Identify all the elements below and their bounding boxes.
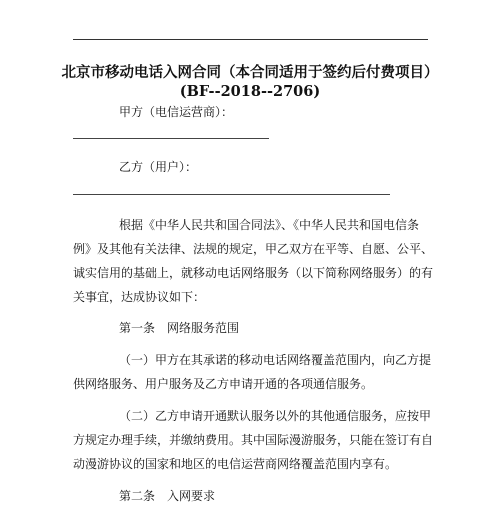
preamble-line-3: 诚实信用的基础上，就移动电话网络服务（以下简称网络服务）的有 bbox=[73, 266, 434, 280]
party-b-label: 乙方（用户）： bbox=[119, 160, 198, 174]
article-1-clause-2-line-3: 动漫游协议的国家和地区的电信运营商网络覆盖范围内享有。 bbox=[73, 457, 398, 471]
document-title: 北京市移动电话入网合同（本合同适用于签约后付费项目） bbox=[61, 64, 439, 81]
header-rule bbox=[73, 39, 428, 40]
article-1-clause-2-line-1: （二）乙方申请开通默认服务以外的其他通信服务，应按甲 bbox=[119, 409, 432, 423]
article-2-heading: 第二条 入网要求 bbox=[119, 489, 216, 503]
document-code: (BF--2018--2706) bbox=[179, 83, 321, 100]
party-a-blank-line bbox=[73, 138, 269, 139]
article-1-clause-1-line-1: （一）甲方在其承诺的移动电话网络覆盖范围内，向乙方提 bbox=[119, 353, 432, 367]
preamble-line-1: 根据《中华人民共和国合同法》、《中华人民共和国电信条 bbox=[119, 218, 420, 232]
party-a-label: 甲方（电信运营商）： bbox=[119, 105, 234, 119]
preamble-line-2: 例》及其他有关法律、法规的规定，甲乙双方在平等、自愿、公平、 bbox=[73, 242, 434, 256]
article-1-clause-2-line-2: 方规定办理手续，并缴纳费用。其中国际漫游服务，只能在签订有自 bbox=[73, 433, 434, 447]
preamble-line-4: 关事宜，达成协议如下： bbox=[73, 290, 206, 304]
party-b-blank-line bbox=[73, 194, 390, 195]
article-1-heading: 第一条 网络服务范围 bbox=[119, 321, 240, 335]
article-1-clause-1-line-2: 供网络服务、用户服务及乙方申请开通的各项通信服务。 bbox=[73, 377, 374, 391]
